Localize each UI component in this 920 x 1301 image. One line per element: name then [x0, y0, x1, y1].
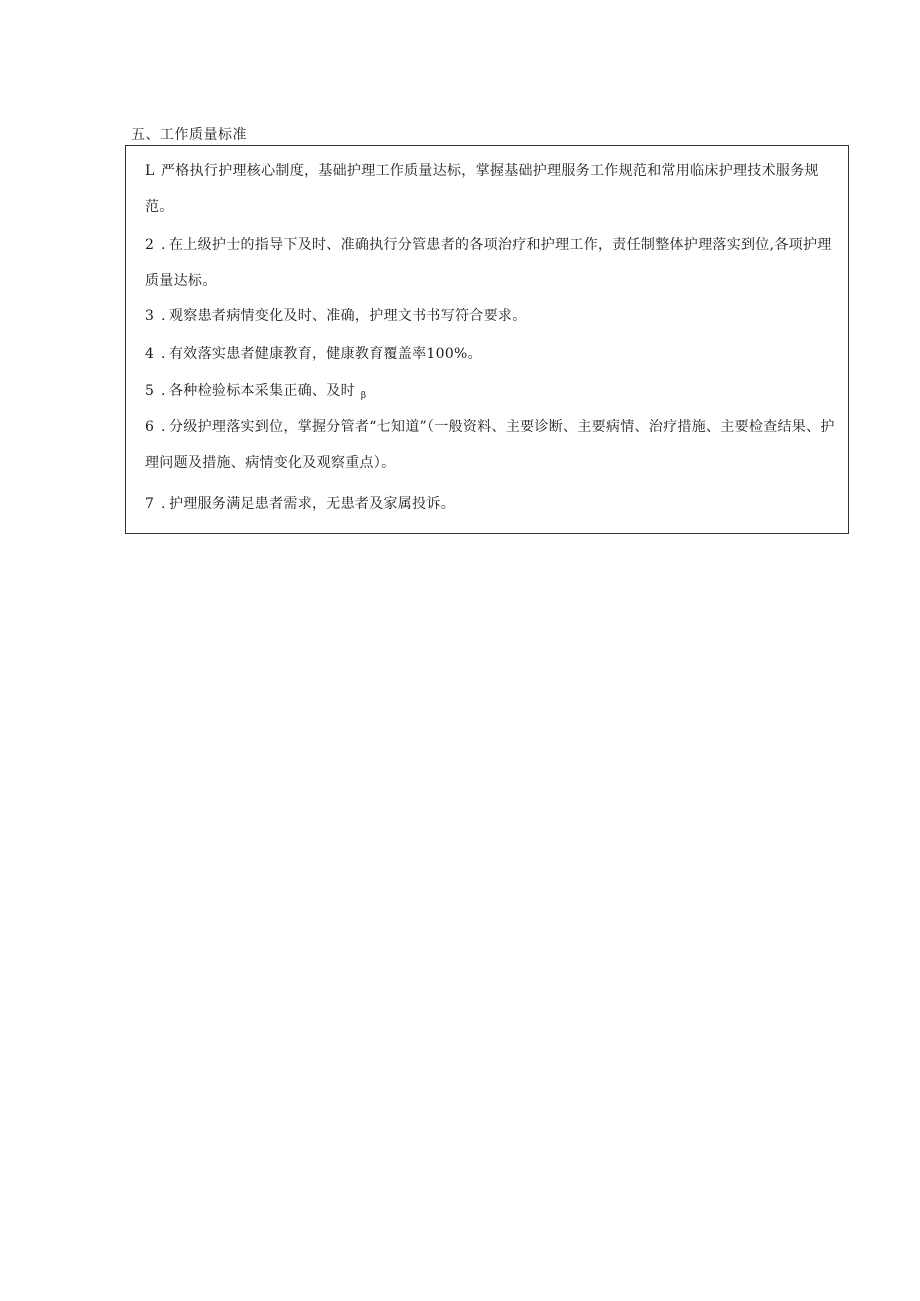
item-text: 严格执行护理核心制度，基础护理工作质量达标，掌握基础护理服务工作规范和常用临床护理技术服务规范。 [145, 163, 819, 215]
item-number: 2 [145, 237, 155, 253]
list-item [145, 227, 835, 299]
item-text: 在上级护士的指导下及时、准确执行分管患者的各项治疗和护理工作，责任制整体护理落实到位,各项护理质量达标。 [145, 237, 832, 289]
item-separator: . [161, 346, 166, 362]
item-separator: . [161, 383, 166, 399]
item-number: 5 [145, 383, 155, 399]
section-title: 五、工作质量标准 [131, 127, 247, 143]
item-number: L [145, 163, 155, 179]
quality-standards-box [125, 145, 849, 534]
list-item [145, 373, 835, 414]
item-number: 6 [145, 419, 155, 435]
list-item [145, 486, 835, 522]
item-separator: . [161, 419, 166, 435]
item-separator: . [161, 308, 166, 324]
item-suffix-mark: β [360, 391, 367, 401]
item-separator: . [161, 237, 166, 253]
item-number: 4 [145, 346, 155, 362]
item-text: 分级护理落实到位，掌握分管者“七知道”（一般资料、主要诊断、主要病情、治疗措施、主要检查结果、护理问题及措施、病情变化及观察重点）。 [145, 419, 835, 471]
item-text: 有效落实患者健康教育，健康教育覆盖率100%。 [169, 346, 482, 362]
item-text: 各种检验标本采集正确、及时 [169, 383, 355, 399]
item-number: 3 [145, 308, 155, 324]
list-item [145, 153, 835, 225]
item-separator: . [161, 496, 166, 512]
list-item [145, 336, 835, 372]
list-item [145, 298, 835, 334]
item-text: 护理服务满足患者需求，无患者及家属投诉。 [169, 496, 455, 512]
item-number: 7 [145, 496, 155, 512]
item-text: 观察患者病情变化及时、准确，护理文书书写符合要求。 [169, 308, 527, 324]
list-item [145, 409, 835, 481]
